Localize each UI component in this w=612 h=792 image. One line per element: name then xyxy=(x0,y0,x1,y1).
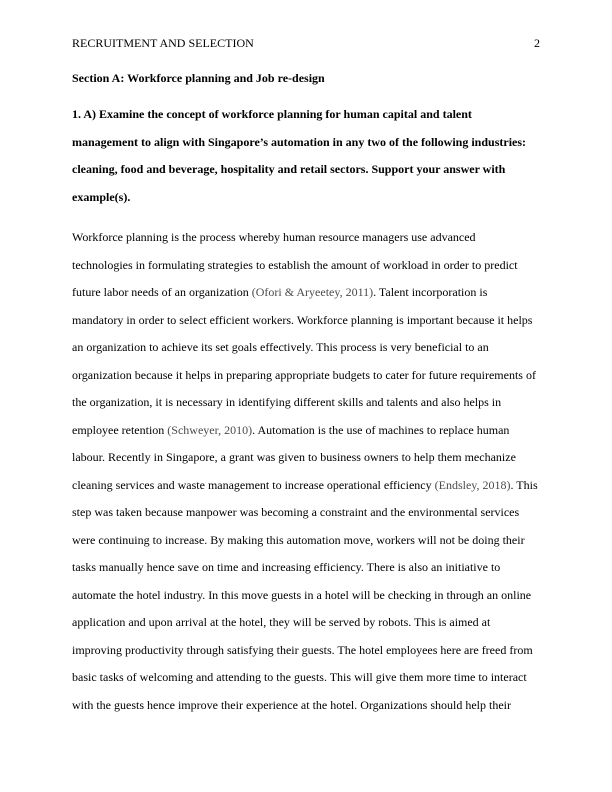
body-text-segment: . This xyxy=(510,477,538,492)
body-paragraph xyxy=(72,229,544,724)
question-line: example(s). xyxy=(72,189,131,204)
body-line: basic tasks of welcoming and attending to the guests. This will give them more time to interact xyxy=(72,670,527,684)
body-text-segment: employee retention xyxy=(72,422,168,437)
question-line: management to align with Singapore’s automation in any two of the following industries: xyxy=(72,134,527,149)
citation: (Ofori & Aryeetey, 2011) xyxy=(251,285,374,299)
body-text-segment: . Automation is the use of machines to replace human xyxy=(252,422,510,437)
body-line: with the guests hence improve their experience at the hotel. Organizations should help their xyxy=(72,697,511,712)
running-head: RECRUITMENT AND SELECTION xyxy=(72,36,254,50)
body-line: technologies in formulating strategies to establish the amount of workload in order to predict xyxy=(72,257,518,272)
page-number: 2 xyxy=(534,36,540,50)
body-line: step was taken because manpower was becoming a constraint and the environmental services xyxy=(72,505,520,519)
question-block xyxy=(72,106,542,216)
body-line: tasks manually hence save on time and increasing efficiency. There is also an initiative to xyxy=(72,560,501,574)
body-line: Workforce planning is the process whereby human resource managers use advanced xyxy=(72,230,476,244)
body-line: improving productivity through satisfying their guests. The hotel employees here are freed from xyxy=(72,642,533,657)
question-line: 1. A) Examine the concept of workforce planning for human capital and talent xyxy=(72,107,472,121)
body-line: were continuing to increase. By making this automation move, workers will not be doing their xyxy=(72,532,525,547)
body-line: labour. Recently in Singapore, a grant was given to business owners to help them mechanize xyxy=(72,450,516,464)
body-text-segment: cleaning services and waste management to increase operational efficiency xyxy=(72,477,435,492)
body-line xyxy=(72,477,544,505)
body-line: application and upon arrival at the hotel, they will be served by robots. This is aimed at xyxy=(72,615,491,629)
body-line: the organization, it is necessary in identifying different skills and talents and also helps in xyxy=(72,395,502,409)
section-heading: Section A: Workforce planning and Job re-design xyxy=(72,71,325,85)
body-line: organization because it helps in preparing appropriate budgets to cater for future requirements of xyxy=(72,367,536,382)
body-text-segment: . Talent incorporation is xyxy=(373,285,488,299)
body-line xyxy=(72,422,544,450)
body-line xyxy=(72,284,544,312)
question-line: cleaning, food and beverage, hospitality and retail sectors. Support your answer with xyxy=(72,162,506,176)
citation: (Endsley, 2018) xyxy=(434,477,511,492)
citation: (Schweyer, 2010) xyxy=(167,422,253,437)
body-line: mandatory in order to select efficient workers. Workforce planning is important because it helps xyxy=(72,312,533,327)
body-line: an organization to achieve its set goals effectively. This process is very beneficial to an xyxy=(72,340,489,354)
body-text-segment: future labor needs of an organization xyxy=(72,285,252,299)
body-line: automate the hotel industry. In this move guests in a hotel will be checking in through an online xyxy=(72,587,532,602)
